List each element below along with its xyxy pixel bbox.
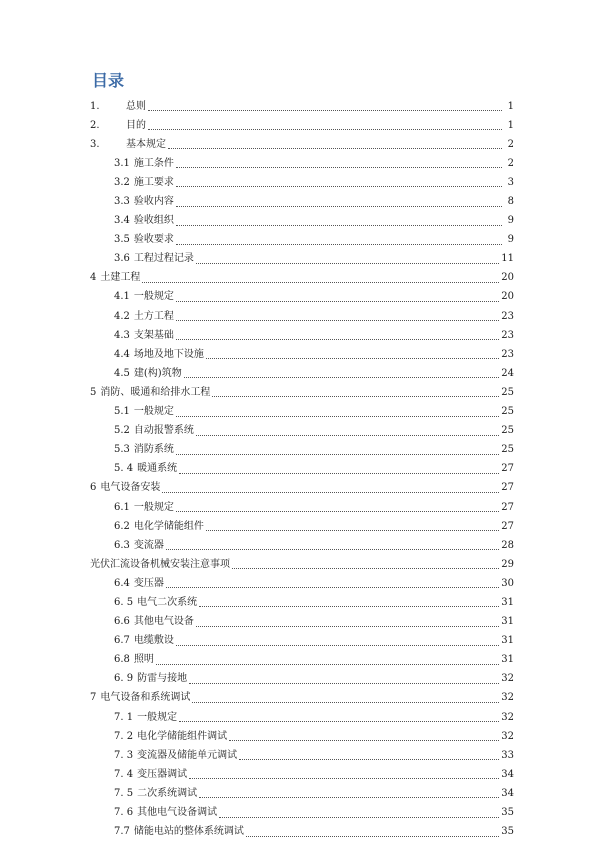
toc-entry[interactable] [90,154,514,173]
toc-entry-page: 28 [501,539,514,551]
toc-entry-page: 2 [507,157,514,169]
toc-entry-number: 4.2 [114,310,130,322]
toc-entry-title: 一般规定 [137,711,178,723]
toc-entry-page: 20 [501,272,514,284]
toc-entry-page: 11 [501,253,514,265]
dot-leader [176,244,502,245]
dot-leader [162,492,499,493]
toc-entry-title: 土建工程 [100,272,141,284]
toc-entry-title: 变流器 [133,539,164,551]
toc-entry-page: 31 [501,616,514,628]
dot-leader [148,129,502,130]
toc-entry-number: 6.3 [114,539,130,551]
dot-leader [179,721,499,722]
toc-entry-number: 3.4 [114,215,130,227]
toc-entry[interactable] [90,441,514,460]
toc-entry-title: 消防系统 [133,444,174,456]
toc-entry-number: 2. [90,119,100,131]
toc-entry-page: 31 [501,654,514,666]
toc-entry[interactable] [90,746,514,765]
toc-entry-page: 32 [501,673,514,685]
toc-entry-page: 35 [501,826,514,838]
dot-leader [212,396,499,397]
toc-entry-number: 5. 4 [114,463,134,475]
toc-title: 目录 [92,71,125,90]
dot-leader [176,167,502,168]
toc-entry-number: 6. 5 [114,596,134,608]
toc-entry-title: 总则 [126,100,146,112]
toc-entry-number: 6.7 [114,635,130,647]
toc-entry[interactable] [90,708,514,727]
dot-leader [206,530,499,531]
toc-entry[interactable] [90,97,514,116]
toc-entry-number: 3.2 [114,176,130,188]
toc-entry[interactable] [90,422,514,441]
toc-entry[interactable] [90,574,514,593]
toc-entry[interactable] [90,613,514,632]
toc-entry-number: 6.4 [114,577,130,589]
toc-entry-page: 32 [501,692,514,704]
toc-entry-number: 6 [90,482,97,494]
toc-entry[interactable] [90,383,514,402]
toc-entry[interactable] [90,269,514,288]
toc-entry-title: 基本规定 [126,138,166,150]
dot-leader [176,320,499,321]
dot-leader [156,664,499,665]
toc-entry[interactable] [90,784,514,803]
toc-entry-title: 防雷与接地 [137,673,188,685]
toc-entry-number: 5.3 [114,444,130,456]
toc-entry-page: 20 [501,291,514,303]
dot-leader [229,740,499,741]
toc-entry-page: 27 [501,520,514,532]
dot-leader [176,645,499,646]
toc-entry[interactable] [90,135,514,154]
toc-entry[interactable] [90,173,514,192]
toc-entry[interactable] [90,632,514,651]
toc-entry-title: 一般规定 [133,406,174,418]
toc-entry[interactable] [90,823,514,842]
toc-entry-number: 7. 2 [114,730,134,742]
toc-entry-page: 24 [501,367,514,379]
toc-entry-page: 25 [501,425,514,437]
dot-leader [176,454,499,455]
toc-entry-number: 5.2 [114,425,130,437]
dot-leader [166,587,499,588]
toc-entry-number: 4.5 [114,367,130,379]
toc-entry-title: 施工要求 [133,176,174,188]
toc-entry-number: 6. 9 [114,673,134,685]
dot-leader [176,225,502,226]
toc-entry-page: 30 [501,577,514,589]
toc-entry-page: 34 [501,768,514,780]
dot-leader [199,606,499,607]
toc-entry[interactable] [90,116,514,135]
toc-entry[interactable] [90,727,514,746]
toc-entry[interactable] [90,345,514,364]
toc-entry-title: 目的 [126,119,146,131]
toc-entry-page: 27 [501,482,514,494]
toc-entry-number: 7. 3 [114,749,134,761]
toc-entry-title: 土方工程 [133,310,174,322]
toc-entry-page: 25 [501,406,514,418]
toc-entry-title: 一般规定 [133,291,174,303]
toc-entry-title: 施工条件 [133,157,174,169]
toc-entry-number: 1. [90,100,100,112]
toc-entry[interactable] [90,250,514,269]
toc-entry-page: 1 [507,119,514,131]
toc-entry[interactable] [90,479,514,498]
toc-entry-title: 照明 [133,654,154,666]
toc-entry-page: 9 [507,234,514,246]
toc-entry-title: 验收要求 [133,234,174,246]
toc-entry-title: 一般规定 [133,501,174,513]
toc-entry[interactable] [90,670,514,689]
toc-entry-number: 7 [90,692,97,704]
toc-entry-page: 33 [501,749,514,761]
toc-entry[interactable] [90,803,514,822]
toc-entry-number: 6.6 [114,616,130,628]
toc-entry-title: 场地及地下设施 [133,348,204,360]
toc-entry-number: 4.1 [114,291,130,303]
toc-entry-page: 27 [501,463,514,475]
toc-entry-title: 自动报警系统 [133,425,194,437]
toc-entry-number: 3.3 [114,196,130,208]
dot-leader [219,817,499,818]
toc-entry-page: 23 [501,310,514,322]
toc-entry-number: 3.6 [114,253,130,265]
dot-leader [189,778,499,779]
dot-leader [196,435,499,436]
toc-entry-number: 6.1 [114,501,130,513]
dot-leader [239,759,499,760]
dot-leader [206,358,499,359]
dot-leader [184,377,500,378]
toc-entry-title: 验收组织 [133,215,174,227]
toc-entry-page: 32 [501,711,514,723]
toc-entry-title: 电气二次系统 [137,596,198,608]
dot-leader [168,148,502,149]
toc-entry[interactable] [90,307,514,326]
dot-leader [176,511,499,512]
toc-entry-page: 23 [501,348,514,360]
toc-entry-title: 工程过程记录 [133,253,194,265]
toc-entry-title: 光伏汇流设备机械安装注意事项 [90,558,230,570]
toc-entry-page: 29 [501,558,514,570]
toc-entry-title: 其他电气设备调试 [137,807,218,819]
toc-entry-title: 电气设备安装 [100,482,161,494]
toc-entry-number: 4 [90,272,97,284]
toc-entry-number: 6.2 [114,520,130,532]
toc-entry-title: 电化学储能组件调试 [137,730,228,742]
toc-entry-number: 6.8 [114,654,130,666]
toc-entry-page: 9 [507,215,514,227]
toc-entry[interactable] [90,288,514,307]
dot-leader [176,301,499,302]
toc-entry-number: 7. 4 [114,768,134,780]
toc-entry-number: 3.5 [114,234,130,246]
toc-entry[interactable] [90,364,514,383]
toc-entry-title: 储能电站的整体系统调试 [133,826,244,838]
toc-entry-number: 4.3 [114,329,130,341]
toc-entry-number: 7. 6 [114,807,134,819]
dot-leader [246,836,499,837]
toc-entry-title: 其他电气设备 [133,616,194,628]
toc-entry-number: 3. [90,138,100,150]
dot-leader [196,626,499,627]
dot-leader [199,797,499,798]
toc-entry[interactable] [90,651,514,670]
dot-leader [192,702,499,703]
dot-leader [176,416,499,417]
toc-entry-title: 二次系统调试 [137,787,198,799]
toc-entry[interactable] [90,555,514,574]
dot-leader [176,206,502,207]
toc-entry-title: 消防、暖通和给排水工程 [100,386,211,398]
toc-entry[interactable] [90,765,514,784]
toc-entry-title: 电缆敷设 [133,635,174,647]
toc-entry[interactable] [90,460,514,479]
dot-leader [176,339,499,340]
toc-entry-number: 7. 5 [114,787,134,799]
toc-entry-page: 32 [501,730,514,742]
toc-entry[interactable] [90,192,514,211]
toc-entry[interactable] [90,517,514,536]
toc-entry-page: 3 [507,176,514,188]
toc-entry[interactable] [90,498,514,517]
toc-entry[interactable] [90,689,514,708]
toc-entry-page: 2 [507,138,514,150]
toc-entry-number: 7. 1 [114,711,134,723]
toc-entry-title: 验收内容 [133,196,174,208]
toc-entry[interactable] [90,231,514,250]
toc-entry-number: 4.4 [114,348,130,360]
toc-entry-title: 支架基础 [133,329,174,341]
toc-entry[interactable] [90,326,514,345]
toc-entry-number: 5.1 [114,406,130,418]
toc-entry-page: 23 [501,329,514,341]
toc-entry-page: 1 [507,100,514,112]
toc-list [90,97,514,842]
toc-entry-page: 35 [501,807,514,819]
dot-leader [148,110,502,111]
toc-entry-number: 5 [90,386,97,398]
toc-entry-number: 7.7 [114,826,130,838]
dot-leader [189,683,499,684]
toc-entry-page: 25 [501,386,514,398]
toc-entry[interactable] [90,403,514,422]
toc-entry-title: 变流器及储能单元调试 [137,749,238,761]
dot-leader [142,282,499,283]
toc-entry-page: 34 [501,787,514,799]
toc-entry-title: 变压器调试 [137,768,188,780]
dot-leader [179,473,499,474]
toc-entry-page: 31 [501,596,514,608]
dot-leader [166,549,499,550]
dot-leader [176,186,502,187]
toc-entry[interactable] [90,212,514,231]
dot-leader [232,568,499,569]
toc-entry-page: 27 [501,501,514,513]
toc-entry[interactable] [90,536,514,555]
toc-entry-page: 31 [501,635,514,647]
toc-entry-title: 电气设备和系统调试 [100,692,191,704]
toc-entry-page: 8 [507,196,514,208]
toc-entry-page: 25 [501,444,514,456]
dot-leader [196,263,499,264]
toc-entry-title: 电化学储能组件 [133,520,204,532]
toc-entry[interactable] [90,593,514,612]
toc-entry-title: 暖通系统 [137,463,178,475]
toc-entry-number: 3.1 [114,157,130,169]
toc-entry-title: 建(构)筑物 [133,367,182,379]
toc-entry-title: 变压器 [133,577,164,589]
